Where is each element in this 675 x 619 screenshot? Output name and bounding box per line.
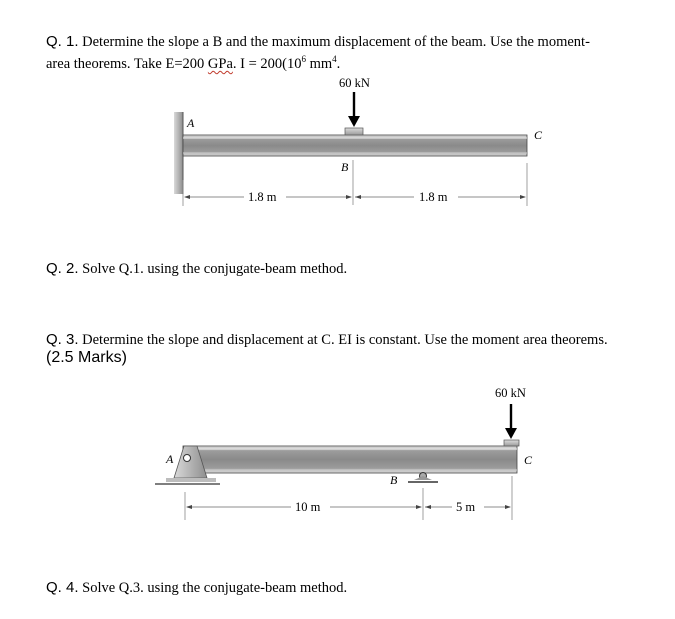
- q3-number: Q. 3.: [46, 331, 79, 348]
- q1-line2-pre: area theorems. Take E=200: [46, 55, 208, 72]
- q4-body: Solve Q.3. using the conjugate-beam method.: [82, 580, 348, 596]
- q1-label-c: C: [534, 128, 543, 142]
- q1-exp: 6: [301, 54, 306, 64]
- q2-body: Solve Q.1. using the conjugate-beam method.: [82, 261, 348, 277]
- q3-beam: [183, 446, 517, 473]
- q1-load-arrow-icon: [348, 92, 360, 127]
- q3-marks: (2.5 Marks): [46, 349, 127, 366]
- q3-load-arrow-icon: [505, 404, 517, 439]
- q1-label-a: A: [187, 116, 195, 130]
- q2-number: Q. 2.: [46, 260, 79, 277]
- q3-label-c: C: [524, 453, 533, 467]
- q1-unit-exp: 4: [332, 54, 337, 64]
- q3-beam-figure: [155, 386, 533, 520]
- q1-number: Q. 1.: [46, 33, 79, 50]
- q1-fixed-wall: [174, 112, 183, 194]
- q3-roller-support-icon: [408, 473, 438, 483]
- q2-text: [46, 260, 347, 278]
- q3-label-a: A: [166, 452, 174, 466]
- q3-body: Determine the slope and displacement at C. EI is constant. Use the moment area theorems.: [82, 332, 608, 348]
- q1-dim-right: 1.8 m: [419, 190, 448, 204]
- q1-unit: mm: [305, 55, 333, 72]
- q3-dim-right: 5 m: [456, 500, 476, 514]
- q4-number: Q. 4.: [46, 579, 79, 596]
- q1-gpa: GPa: [207, 55, 233, 72]
- q1-line2-post: . I = 200(10: [232, 55, 302, 72]
- q3-load-label: 60 kN: [495, 386, 526, 400]
- q1-load-label: 60 kN: [339, 76, 370, 90]
- q3-label-b: B: [390, 473, 398, 487]
- q3-dim-left: 10 m: [295, 500, 321, 514]
- q1-line1: Determine the slope a B and the maximum displacement of the beam. Use the moment-: [82, 34, 590, 50]
- q1-label-b: B: [341, 160, 349, 174]
- q3-load-pad: [504, 440, 519, 446]
- q3-text: [46, 331, 608, 367]
- q1-dim-left: 1.8 m: [248, 190, 277, 204]
- q4-text: [46, 579, 347, 597]
- q1-load-pad: [345, 128, 363, 135]
- q1-end: .: [336, 55, 341, 72]
